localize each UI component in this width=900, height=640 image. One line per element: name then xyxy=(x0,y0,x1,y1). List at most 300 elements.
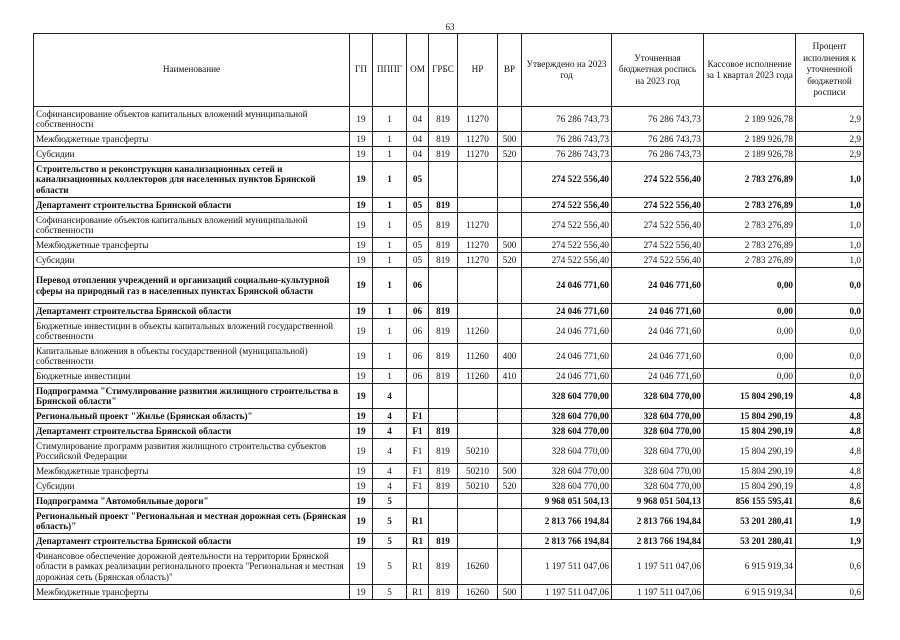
cell-gp: 19 xyxy=(350,549,373,585)
cell-vr: 520 xyxy=(498,147,522,162)
cell-approved: 24 046 771,60 xyxy=(522,369,612,384)
cell-refined: 328 604 770,00 xyxy=(612,479,704,494)
header-np: НР xyxy=(458,34,498,107)
cell-refined: 328 604 770,00 xyxy=(612,424,704,439)
cell-refined: 328 604 770,00 xyxy=(612,409,704,424)
cell-gp: 19 xyxy=(350,319,373,344)
table-row xyxy=(34,585,864,600)
cell-refined: 328 604 770,00 xyxy=(612,384,704,409)
cell-cash: 2 783 276,89 xyxy=(704,198,796,213)
cell-refined: 1 197 511 047,06 xyxy=(612,549,704,585)
cell-om: F1 xyxy=(407,439,429,464)
cell-np xyxy=(458,494,498,509)
cell-approved: 328 604 770,00 xyxy=(522,384,612,409)
cell-ppgp: 1 xyxy=(373,198,407,213)
cell-name: Межбюджетные трансферты xyxy=(34,238,350,253)
table-row xyxy=(34,509,864,534)
cell-percent: 4,8 xyxy=(796,479,864,494)
cell-cash: 15 804 290,19 xyxy=(704,424,796,439)
header-ppgp: ПППГ xyxy=(373,34,407,107)
table-row xyxy=(34,384,864,409)
cell-grbs xyxy=(429,268,458,304)
table-row xyxy=(34,253,864,268)
cell-approved: 1 197 511 047,06 xyxy=(522,585,612,600)
table-row xyxy=(34,424,864,439)
table-row xyxy=(34,369,864,384)
cell-gp: 19 xyxy=(350,344,373,369)
header-name: Наименование xyxy=(34,34,350,107)
cell-cash: 0,00 xyxy=(704,268,796,304)
cell-vr xyxy=(498,107,522,132)
cell-name: Департамент строительства Брянской области xyxy=(34,198,350,213)
cell-gp: 19 xyxy=(350,509,373,534)
cell-refined: 1 197 511 047,06 xyxy=(612,585,704,600)
cell-percent: 4,8 xyxy=(796,439,864,464)
cell-om: R1 xyxy=(407,534,429,549)
table-row xyxy=(34,162,864,198)
cell-approved: 9 968 051 504,13 xyxy=(522,494,612,509)
cell-np xyxy=(458,268,498,304)
cell-cash: 856 155 595,41 xyxy=(704,494,796,509)
cell-vr: 500 xyxy=(498,464,522,479)
cell-refined: 274 522 556,40 xyxy=(612,198,704,213)
cell-grbs: 819 xyxy=(429,107,458,132)
table-row xyxy=(34,107,864,132)
cell-name: Департамент строительства Брянской области xyxy=(34,304,350,319)
cell-gp: 19 xyxy=(350,585,373,600)
cell-ppgp: 1 xyxy=(373,253,407,268)
cell-np xyxy=(458,509,498,534)
cell-om: 06 xyxy=(407,344,429,369)
cell-ppgp: 4 xyxy=(373,384,407,409)
cell-vr: 500 xyxy=(498,585,522,600)
table-row xyxy=(34,464,864,479)
cell-vr xyxy=(498,213,522,238)
cell-vr: 410 xyxy=(498,369,522,384)
cell-np: 11260 xyxy=(458,369,498,384)
cell-vr xyxy=(498,198,522,213)
cell-om: R1 xyxy=(407,509,429,534)
cell-np xyxy=(458,198,498,213)
cell-grbs xyxy=(429,494,458,509)
cell-name: Софинансирование объектов капитальных вложений муниципальной собственности xyxy=(34,213,350,238)
cell-refined: 274 522 556,40 xyxy=(612,213,704,238)
cell-cash: 0,00 xyxy=(704,319,796,344)
cell-refined: 9 968 051 504,13 xyxy=(612,494,704,509)
table-row xyxy=(34,439,864,464)
cell-ppgp: 1 xyxy=(373,162,407,198)
cell-om: 06 xyxy=(407,268,429,304)
cell-refined: 76 286 743,73 xyxy=(612,107,704,132)
cell-np xyxy=(458,409,498,424)
cell-approved: 328 604 770,00 xyxy=(522,409,612,424)
cell-np: 16260 xyxy=(458,585,498,600)
cell-percent: 0,0 xyxy=(796,268,864,304)
cell-np: 11270 xyxy=(458,107,498,132)
cell-om: 04 xyxy=(407,147,429,162)
cell-grbs: 819 xyxy=(429,464,458,479)
table-row xyxy=(34,198,864,213)
table-row xyxy=(34,344,864,369)
table-row xyxy=(34,494,864,509)
cell-np: 50210 xyxy=(458,479,498,494)
cell-om: 06 xyxy=(407,319,429,344)
cell-approved: 2 813 766 194,84 xyxy=(522,534,612,549)
table-row xyxy=(34,132,864,147)
cell-percent: 1,9 xyxy=(796,534,864,549)
cell-refined: 76 286 743,73 xyxy=(612,147,704,162)
cell-approved: 24 046 771,60 xyxy=(522,304,612,319)
cell-percent: 4,8 xyxy=(796,409,864,424)
cell-grbs: 819 xyxy=(429,344,458,369)
cell-approved: 2 813 766 194,84 xyxy=(522,509,612,534)
cell-name: Департамент строительства Брянской области xyxy=(34,534,350,549)
cell-cash: 0,00 xyxy=(704,344,796,369)
cell-vr: 500 xyxy=(498,132,522,147)
cell-approved: 328 604 770,00 xyxy=(522,479,612,494)
cell-om: 06 xyxy=(407,304,429,319)
cell-om: F1 xyxy=(407,479,429,494)
cell-approved: 274 522 556,40 xyxy=(522,253,612,268)
cell-name: Субсидии xyxy=(34,253,350,268)
cell-percent: 4,8 xyxy=(796,464,864,479)
cell-np: 11270 xyxy=(458,253,498,268)
cell-refined: 274 522 556,40 xyxy=(612,238,704,253)
cell-cash: 15 804 290,19 xyxy=(704,384,796,409)
cell-name: Бюджетные инвестиции xyxy=(34,369,350,384)
cell-approved: 274 522 556,40 xyxy=(522,213,612,238)
cell-np: 11270 xyxy=(458,132,498,147)
cell-percent: 4,8 xyxy=(796,424,864,439)
header-cash: Кассовое исполнение за 1 квартал 2023 года xyxy=(704,34,796,107)
cell-gp: 19 xyxy=(350,464,373,479)
cell-percent: 4,8 xyxy=(796,384,864,409)
cell-grbs: 819 xyxy=(429,238,458,253)
cell-name: Капитальные вложения в объекты государственной (муниципальной) собственности xyxy=(34,344,350,369)
cell-name: Перевод отопления учреждений и организаций социально-культурной сферы на природный газ в населенных пунктах Брянской области xyxy=(34,268,350,304)
cell-cash: 2 783 276,89 xyxy=(704,238,796,253)
cell-grbs: 819 xyxy=(429,198,458,213)
cell-np: 50210 xyxy=(458,439,498,464)
cell-ppgp: 1 xyxy=(373,268,407,304)
cell-vr: 400 xyxy=(498,344,522,369)
cell-ppgp: 1 xyxy=(373,369,407,384)
cell-vr xyxy=(498,384,522,409)
cell-om: 05 xyxy=(407,198,429,213)
cell-cash: 15 804 290,19 xyxy=(704,439,796,464)
cell-name: Региональный проект "Региональная и местная дорожная сеть (Брянская область)" xyxy=(34,509,350,534)
cell-cash: 2 189 926,78 xyxy=(704,107,796,132)
cell-vr xyxy=(498,549,522,585)
table-row xyxy=(34,268,864,304)
cell-om: 04 xyxy=(407,132,429,147)
table-header-row xyxy=(34,34,864,107)
cell-np xyxy=(458,424,498,439)
cell-vr xyxy=(498,534,522,549)
cell-percent: 1,0 xyxy=(796,238,864,253)
cell-percent: 2,9 xyxy=(796,147,864,162)
cell-percent: 1,9 xyxy=(796,509,864,534)
table-body xyxy=(34,107,864,600)
cell-vr xyxy=(498,268,522,304)
header-gp: ГП xyxy=(350,34,373,107)
cell-grbs: 819 xyxy=(429,319,458,344)
cell-om: R1 xyxy=(407,549,429,585)
cell-np xyxy=(458,304,498,319)
header-percent: Процент исполнения к уточненной бюджетной росписи xyxy=(796,34,864,107)
cell-vr: 500 xyxy=(498,238,522,253)
cell-approved: 328 604 770,00 xyxy=(522,424,612,439)
cell-grbs xyxy=(429,162,458,198)
cell-ppgp: 1 xyxy=(373,147,407,162)
cell-ppgp: 1 xyxy=(373,319,407,344)
cell-name: Бюджетные инвестиции в объекты капитальных вложений государственной собственности xyxy=(34,319,350,344)
cell-percent: 0,6 xyxy=(796,549,864,585)
cell-percent: 1,0 xyxy=(796,213,864,238)
cell-approved: 24 046 771,60 xyxy=(522,268,612,304)
cell-ppgp: 5 xyxy=(373,585,407,600)
cell-approved: 24 046 771,60 xyxy=(522,344,612,369)
cell-vr xyxy=(498,494,522,509)
cell-np xyxy=(458,384,498,409)
table-row xyxy=(34,534,864,549)
cell-cash: 0,00 xyxy=(704,369,796,384)
cell-name: Субсидии xyxy=(34,479,350,494)
cell-ppgp: 1 xyxy=(373,132,407,147)
cell-cash: 2 189 926,78 xyxy=(704,132,796,147)
cell-refined: 24 046 771,60 xyxy=(612,344,704,369)
budget-execution-table xyxy=(33,33,864,600)
cell-percent: 2,9 xyxy=(796,132,864,147)
cell-np xyxy=(458,534,498,549)
cell-name: Межбюджетные трансферты xyxy=(34,132,350,147)
table-row xyxy=(34,213,864,238)
cell-ppgp: 1 xyxy=(373,304,407,319)
cell-grbs: 819 xyxy=(429,534,458,549)
cell-refined: 274 522 556,40 xyxy=(612,162,704,198)
cell-gp: 19 xyxy=(350,107,373,132)
cell-np: 11270 xyxy=(458,147,498,162)
cell-cash: 2 783 276,89 xyxy=(704,162,796,198)
cell-ppgp: 5 xyxy=(373,509,407,534)
cell-ppgp: 4 xyxy=(373,464,407,479)
cell-grbs xyxy=(429,384,458,409)
cell-vr xyxy=(498,439,522,464)
cell-refined: 24 046 771,60 xyxy=(612,304,704,319)
cell-name: Департамент строительства Брянской области xyxy=(34,424,350,439)
cell-grbs xyxy=(429,509,458,534)
cell-ppgp: 1 xyxy=(373,238,407,253)
cell-percent: 0,0 xyxy=(796,344,864,369)
cell-name: Подпрограмма "Стимулирование развития жилищного строительства в Брянской области" xyxy=(34,384,350,409)
cell-gp: 19 xyxy=(350,213,373,238)
table-row xyxy=(34,319,864,344)
cell-om: 06 xyxy=(407,369,429,384)
cell-approved: 1 197 511 047,06 xyxy=(522,549,612,585)
header-om: ОМ xyxy=(407,34,429,107)
cell-name: Строительство и реконструкция канализационных сетей и канализационных коллекторов для населенных пунктов Брянской области xyxy=(34,162,350,198)
cell-name: Финансовое обеспечение дорожной деятельности на территории Брянской области в рамках реализации регионального проекта "Региональная и местная дорожная сеть (Брянская область)" xyxy=(34,549,350,585)
cell-om: F1 xyxy=(407,424,429,439)
cell-percent: 1,0 xyxy=(796,162,864,198)
table-row xyxy=(34,147,864,162)
cell-cash: 2 783 276,89 xyxy=(704,213,796,238)
cell-ppgp: 5 xyxy=(373,549,407,585)
cell-vr xyxy=(498,424,522,439)
cell-gp: 19 xyxy=(350,424,373,439)
cell-om: F1 xyxy=(407,409,429,424)
cell-cash: 15 804 290,19 xyxy=(704,479,796,494)
cell-percent: 1,0 xyxy=(796,253,864,268)
cell-np xyxy=(458,162,498,198)
cell-om: 04 xyxy=(407,107,429,132)
cell-gp: 19 xyxy=(350,479,373,494)
cell-grbs: 819 xyxy=(429,549,458,585)
cell-om xyxy=(407,494,429,509)
cell-grbs: 819 xyxy=(429,304,458,319)
cell-percent: 0,0 xyxy=(796,369,864,384)
cell-om: 05 xyxy=(407,162,429,198)
cell-ppgp: 5 xyxy=(373,494,407,509)
cell-gp: 19 xyxy=(350,238,373,253)
cell-percent: 0,6 xyxy=(796,585,864,600)
cell-gp: 19 xyxy=(350,147,373,162)
cell-grbs: 819 xyxy=(429,147,458,162)
cell-cash: 53 201 280,41 xyxy=(704,534,796,549)
cell-refined: 2 813 766 194,84 xyxy=(612,534,704,549)
cell-gp: 19 xyxy=(350,132,373,147)
cell-cash: 6 915 919,34 xyxy=(704,585,796,600)
cell-approved: 274 522 556,40 xyxy=(522,162,612,198)
cell-ppgp: 4 xyxy=(373,424,407,439)
cell-grbs: 819 xyxy=(429,132,458,147)
table-row xyxy=(34,549,864,585)
cell-percent: 8,6 xyxy=(796,494,864,509)
cell-name: Межбюджетные трансферты xyxy=(34,585,350,600)
cell-cash: 15 804 290,19 xyxy=(704,464,796,479)
cell-ppgp: 1 xyxy=(373,344,407,369)
cell-gp: 19 xyxy=(350,162,373,198)
cell-name: Региональный проект "Жилье (Брянская область)" xyxy=(34,409,350,424)
header-approved: Утверждено на 2023 год xyxy=(522,34,612,107)
cell-percent: 0,0 xyxy=(796,319,864,344)
cell-vr: 520 xyxy=(498,253,522,268)
cell-gp: 19 xyxy=(350,494,373,509)
cell-approved: 328 604 770,00 xyxy=(522,439,612,464)
cell-gp: 19 xyxy=(350,439,373,464)
cell-gp: 19 xyxy=(350,268,373,304)
cell-grbs: 819 xyxy=(429,253,458,268)
cell-name: Подпрограмма "Автомобильные дороги" xyxy=(34,494,350,509)
cell-approved: 274 522 556,40 xyxy=(522,238,612,253)
cell-approved: 76 286 743,73 xyxy=(522,107,612,132)
cell-refined: 274 522 556,40 xyxy=(612,253,704,268)
cell-cash: 2 783 276,89 xyxy=(704,253,796,268)
cell-np: 50210 xyxy=(458,464,498,479)
cell-vr xyxy=(498,509,522,534)
cell-np: 11270 xyxy=(458,213,498,238)
cell-om: 05 xyxy=(407,213,429,238)
cell-ppgp: 4 xyxy=(373,409,407,424)
cell-name: Софинансирование объектов капитальных вложений муниципальной собственности xyxy=(34,107,350,132)
cell-gp: 19 xyxy=(350,369,373,384)
cell-vr xyxy=(498,409,522,424)
cell-cash: 0,00 xyxy=(704,304,796,319)
cell-grbs xyxy=(429,409,458,424)
cell-vr xyxy=(498,162,522,198)
header-vr: ВР xyxy=(498,34,522,107)
cell-vr xyxy=(498,319,522,344)
cell-grbs: 819 xyxy=(429,439,458,464)
cell-refined: 24 046 771,60 xyxy=(612,268,704,304)
cell-gp: 19 xyxy=(350,253,373,268)
cell-om xyxy=(407,384,429,409)
cell-ppgp: 4 xyxy=(373,479,407,494)
cell-name: Межбюджетные трансферты xyxy=(34,464,350,479)
header-grbs: ГРБС xyxy=(429,34,458,107)
page-number: 63 xyxy=(445,22,455,32)
cell-refined: 328 604 770,00 xyxy=(612,439,704,464)
cell-cash: 15 804 290,19 xyxy=(704,409,796,424)
cell-np: 11260 xyxy=(458,319,498,344)
cell-approved: 328 604 770,00 xyxy=(522,464,612,479)
cell-ppgp: 5 xyxy=(373,534,407,549)
cell-ppgp: 1 xyxy=(373,107,407,132)
table-row xyxy=(34,409,864,424)
cell-percent: 2,9 xyxy=(796,107,864,132)
cell-gp: 19 xyxy=(350,198,373,213)
cell-cash: 6 915 919,34 xyxy=(704,549,796,585)
cell-grbs: 819 xyxy=(429,213,458,238)
cell-cash: 53 201 280,41 xyxy=(704,509,796,534)
cell-grbs: 819 xyxy=(429,479,458,494)
cell-approved: 76 286 743,73 xyxy=(522,132,612,147)
table-row xyxy=(34,479,864,494)
cell-name: Субсидии xyxy=(34,147,350,162)
cell-np: 16260 xyxy=(458,549,498,585)
cell-refined: 2 813 766 194,84 xyxy=(612,509,704,534)
cell-gp: 19 xyxy=(350,534,373,549)
cell-refined: 76 286 743,73 xyxy=(612,132,704,147)
cell-np: 11260 xyxy=(458,344,498,369)
cell-grbs: 819 xyxy=(429,369,458,384)
cell-gp: 19 xyxy=(350,384,373,409)
cell-om: F1 xyxy=(407,464,429,479)
cell-approved: 76 286 743,73 xyxy=(522,147,612,162)
cell-approved: 24 046 771,60 xyxy=(522,319,612,344)
cell-np: 11270 xyxy=(458,238,498,253)
cell-refined: 328 604 770,00 xyxy=(612,464,704,479)
cell-refined: 24 046 771,60 xyxy=(612,369,704,384)
cell-grbs: 819 xyxy=(429,424,458,439)
cell-gp: 19 xyxy=(350,304,373,319)
cell-cash: 2 189 926,78 xyxy=(704,147,796,162)
cell-gp: 19 xyxy=(350,409,373,424)
cell-grbs: 819 xyxy=(429,585,458,600)
cell-refined: 24 046 771,60 xyxy=(612,319,704,344)
table-row xyxy=(34,304,864,319)
cell-vr: 520 xyxy=(498,479,522,494)
cell-approved: 274 522 556,40 xyxy=(522,198,612,213)
cell-ppgp: 4 xyxy=(373,439,407,464)
cell-ppgp: 1 xyxy=(373,213,407,238)
cell-om: R1 xyxy=(407,585,429,600)
cell-name: Стимулирование программ развития жилищного строительства субъектов Российской Федерации xyxy=(34,439,350,464)
cell-om: 05 xyxy=(407,253,429,268)
header-refined: Уточненная бюджетная роспись на 2023 год xyxy=(612,34,704,107)
cell-om: 05 xyxy=(407,238,429,253)
cell-vr xyxy=(498,304,522,319)
